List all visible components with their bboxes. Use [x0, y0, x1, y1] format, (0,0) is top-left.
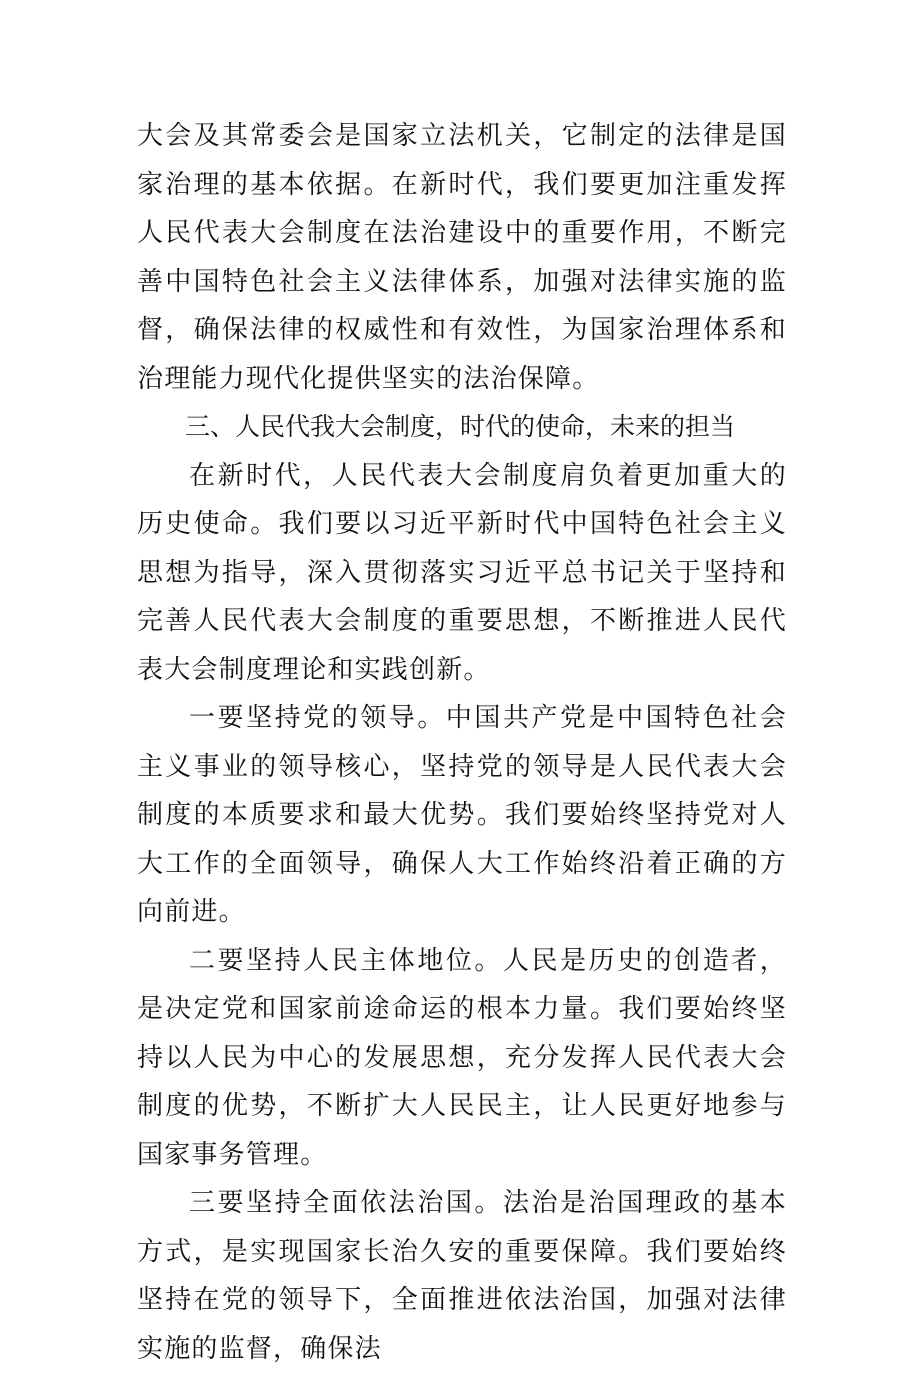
document-body	[137, 112, 787, 1373]
paragraph-rule-of-law: 三要坚持全面依法治国。法治是治国理政的基本方式，是实现国家长治久安的重要保障。我们要始终坚持在党的领导下，全面推进依法治国，加强对法律实施的监督，确保法	[137, 1188, 787, 1364]
paragraph-new-era-mission: 在新时代，人民代表大会制度肩负着更加重大的历史使命。我们要以习近平新时代中国特色社会主义思想为指导，深入贯彻落实习近平总书记关于坚持和完善人民代表大会制度的重要思想，不断推进人民代表大会制度理论和实践创新。	[137, 460, 787, 685]
paragraph-people-subject: 二要坚持人民主体地位。人民是历史的创造者，是决定党和国家前途命运的根本力量。我们要始终坚持以人民为中心的发展思想，充分发挥人民代表大会制度的优势，不断扩大人民民主，让人民更好地参与国家事务管理。	[137, 945, 787, 1170]
paragraph-legislation: 大会及其常委会是国家立法机关，它制定的法律是国家治理的基本依据。在新时代，我们要更加注重发挥人民代表大会制度在法治建设中的重要作用，不断完善中国特色社会主义法律体系，加强对法律实施的监督，确保法律的权威性和有效性，为国家治理体系和治理能力现代化提供坚实的法治保障。	[137, 121, 787, 394]
paragraph-party-leadership: 一要坚持党的领导。中国共产党是中国特色社会主义事业的领导核心，坚持党的领导是人民代表大会制度的本质要求和最大优势。我们要始终坚持党对人大工作的全面领导，确保人大工作始终沿着正确的方向前进。	[137, 703, 787, 927]
section-heading-3: 三、人民代我大会制度，时代的使命，未来的担当	[185, 412, 736, 441]
